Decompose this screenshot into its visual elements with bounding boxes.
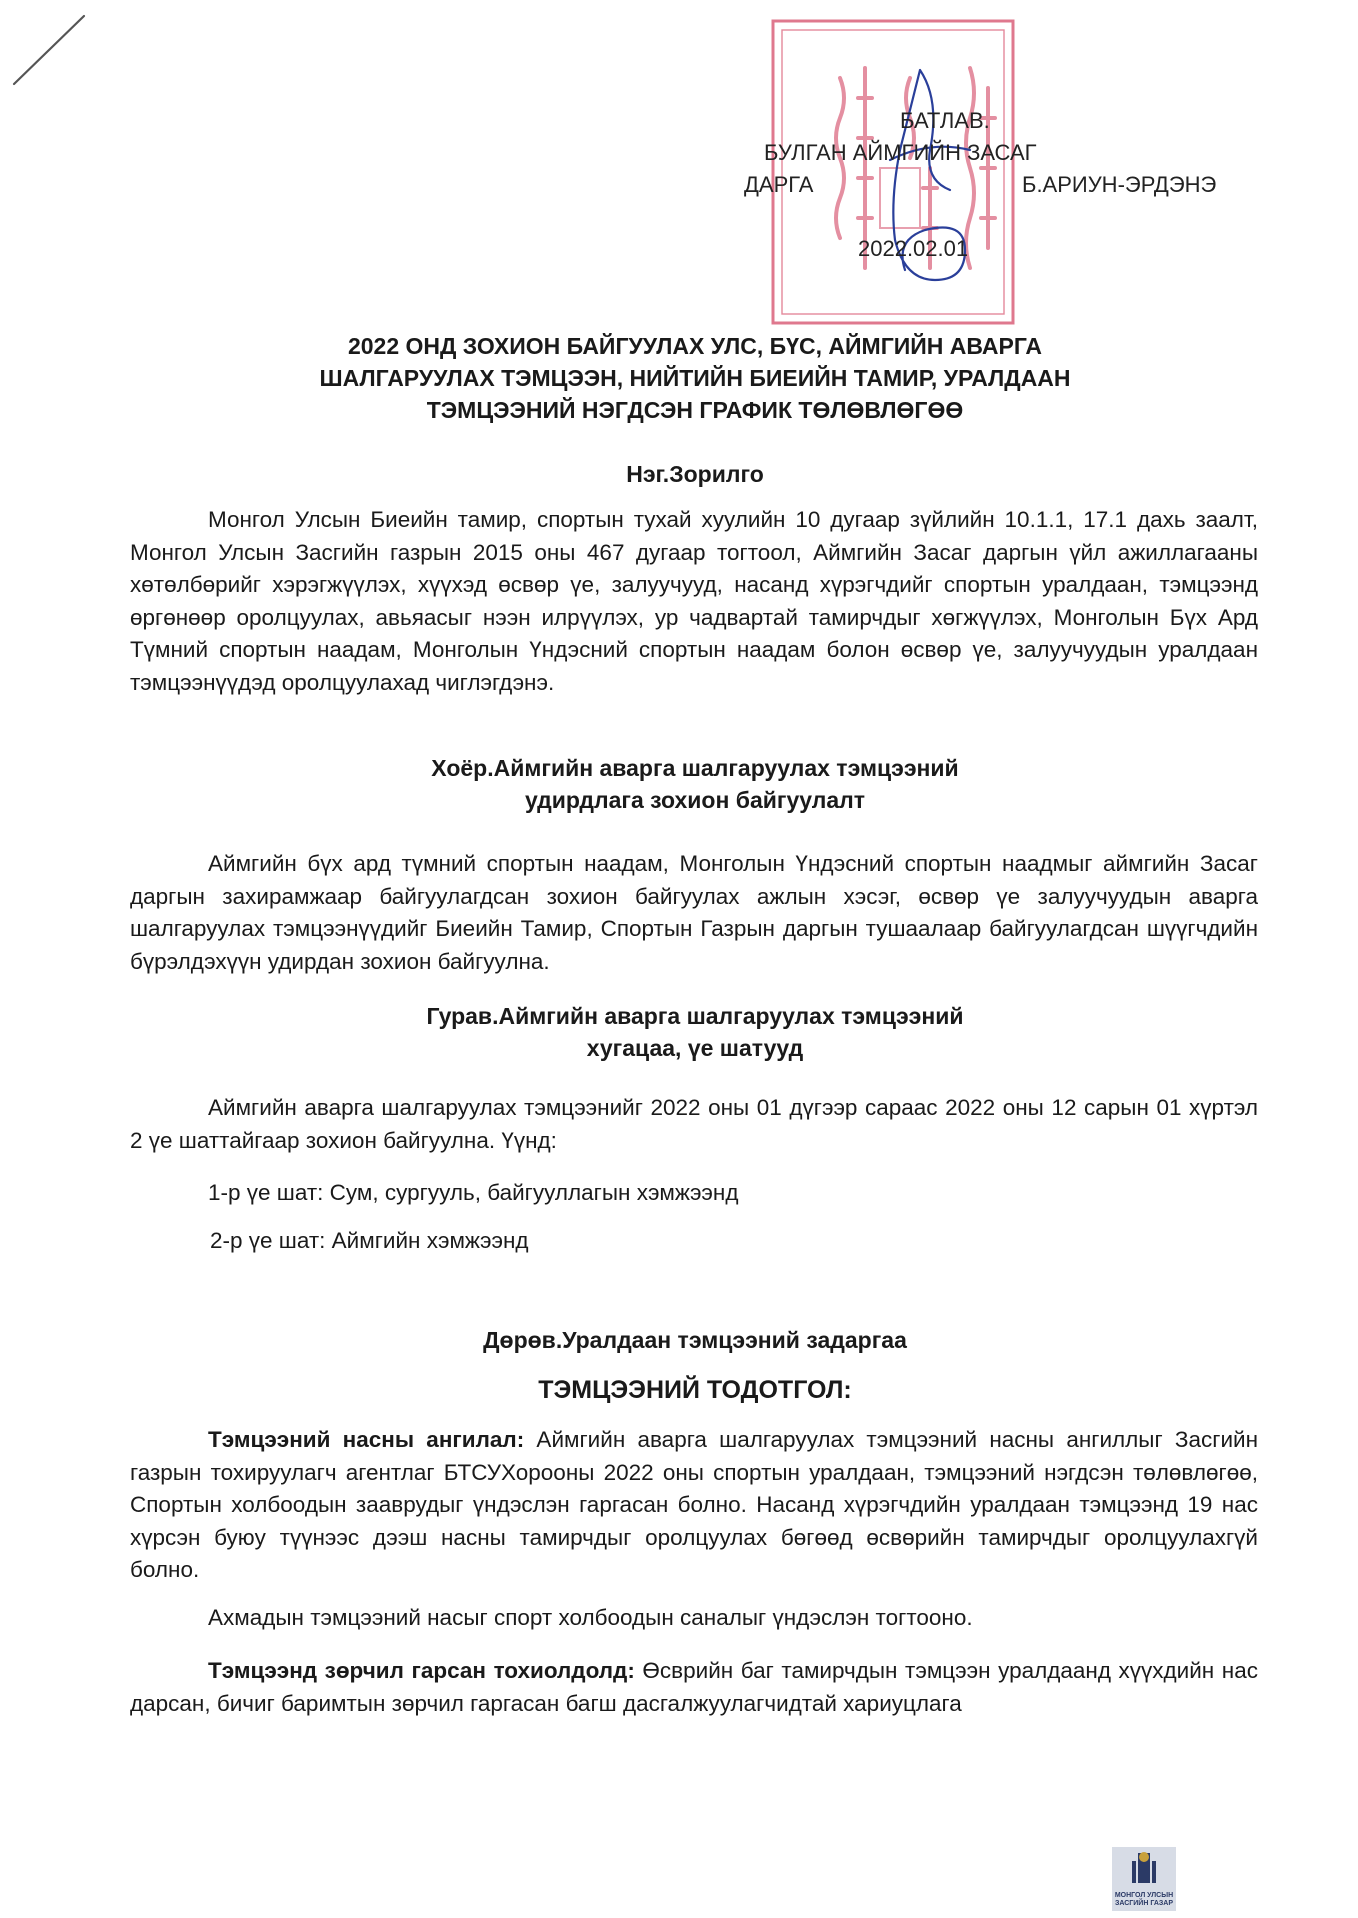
- section-2-paragraph: Аймгийн бүх ард түмний спортын наадам, Монголын Үндэсний спортын наадмыг аймгийн Засаг даргын захирамжаар байгуулагдсан зохион байгуулах ажлын хэсэг, өсвөр үе залуучуудын аварга шалгаруулах тэмцээнүүдийг Биеийн Тамир, Спортын Газрын даргын тушаалаар байгуулагдсан шүүгчдийн бүрэлдэхүүн удирдан зохион байгуулна.: [130, 851, 1258, 974]
- logo-caption-line-1: МОНГОЛ УЛСЫН: [1114, 1892, 1174, 1899]
- violation-lead: Тэмцээнд зөрчил гарсан тохиолдолд:: [208, 1658, 635, 1683]
- pen-stroke-mark: [10, 10, 90, 90]
- section-3-heading-line-2: хугацаа, үе шатууд: [586, 1035, 804, 1061]
- soyombo-emblem-icon: [1112, 1847, 1176, 1891]
- stage-1-item: 1-р үе шат: Сум, сургууль, байгууллагын хэмжээнд: [208, 1180, 739, 1205]
- document-title: [130, 330, 1260, 426]
- title-line-3: ТЭМЦЭЭНИЙ НЭГДСЭН ГРАФИК ТӨЛӨВЛӨГӨӨ: [426, 397, 964, 423]
- section-4-heading: Дөрөв.Уралдаан тэмцээний задаргаа: [483, 1327, 907, 1353]
- title-line-1: 2022 ОНД ЗОХИОН БАЙГУУЛАХ УЛС, БҮС, АЙМГИЙН АВАРГА: [347, 333, 1043, 359]
- veteran-age-paragraph: Ахмадын тэмцээний насыг спорт холбоодын саналыг үндэслэн тогтооно.: [208, 1605, 973, 1630]
- approval-label: БАТЛАВ.: [900, 108, 990, 133]
- age-category-lead: Тэмцээний насны ангилал:: [208, 1427, 525, 1452]
- approval-date: 2022.02.01: [858, 236, 969, 261]
- section-3-paragraph: Аймгийн аварга шалгаруулах тэмцээнийг 2022 оны 01 дүгээр сараас 2022 оны 12 сарын 01 хүртэл 2 үе шаттайгаар зохион байгуулна. Үүнд:: [130, 1095, 1258, 1153]
- violation-paragraph: [130, 1655, 1258, 1720]
- section-1-paragraph: Монгол Улсын Биеийн тамир, спортын тухай хуулийн 10 дугаар зүйлийн 10.1.1, 17.1 дахь заалт, Монгол Улсын Засгийн газрын 2015 оны 467 дугаар тогтоол, Аймгийн Засаг даргын үйл ажиллагааны хөтөлбөрийг хэрэгжүүлэх, хүүхэд өсвөр үе, залуучууд, насанд хүрэгчдийг спортын уралдаан, тэмцээнд өргөнөөр оролцуулах, авьяасыг нээн илрүүлэх, ур чадвартай тамирчдыг хөгжүүлэх, Монголын Бүх Ард Түмний спортын наадам, Монголын Үндэсний спортын наадам болон өсвөр үе, залуучуудын уралдаан тэмцээнүүдэд оролцуулахад чиглэгдэнэ.: [130, 507, 1258, 695]
- section-2-heading-line-1: Хоёр.Аймгийн аварга шалгаруулах тэмцээний: [431, 755, 959, 781]
- logo-caption: [1112, 1892, 1176, 1908]
- section-1-heading: Нэг.Зорилго: [626, 461, 764, 487]
- violation-text: Өсврийн баг тамирчдын тэмцээн уралдаанд хүүхдийн нас дарсан, бичиг баримтын зөрчил гаргасан багш дасгалжуулагчидтай хариуцлага: [130, 1658, 1258, 1716]
- government-logo: [1112, 1847, 1176, 1911]
- section-2-heading-line-2: удирдлага зохион байгуулалт: [524, 787, 866, 813]
- approval-signer-name: Б.АРИУН-ЭРДЭНЭ: [1022, 172, 1217, 197]
- section-2-heading: [130, 752, 1260, 816]
- approval-position-title: ДАРГА: [744, 172, 814, 197]
- section-4-subheading: ТЭМЦЭЭНИЙ ТОДОТГОЛ:: [538, 1376, 852, 1404]
- section-3-heading-line-1: Гурав.Аймгийн аварга шалгаруулах тэмцээний: [426, 1003, 964, 1029]
- signature: [830, 50, 1020, 320]
- age-category-paragraph: [130, 1424, 1258, 1587]
- stage-2-item: 2-р үе шат: Аймгийн хэмжээнд: [210, 1228, 529, 1253]
- section-3-heading: [130, 1000, 1260, 1064]
- approval-position: БУЛГАН АЙМГИЙН ЗАСАГ: [764, 140, 1037, 165]
- title-line-2: ШАЛГАРУУЛАХ ТЭМЦЭЭН, НИЙТИЙН БИЕИЙН ТАМИР, УРАЛДААН: [319, 365, 1071, 391]
- age-category-text: Аймгийн аварга шалгаруулах тэмцээний насны ангиллыг Засгийн газрын тохируулагч агентлаг БТСУХорооны 2022 оны спортын уралдаан, тэмцээний нэгдсэн төлөвлөгөө, Спортын холбоодын зааврудыг үндэслэн гаргасан болно. Насанд хүрэгчдийн уралдаан тэмцээнд 19 нас хүрсэн буюу түүнээс дээш насны тамирчдыг оролцуулах бөгөөд өсвөрийн тамирчдыг оролцуулахгүй болно.: [130, 1427, 1259, 1582]
- logo-caption-line-2: ЗАСГИЙН ГАЗАР: [1114, 1900, 1174, 1907]
